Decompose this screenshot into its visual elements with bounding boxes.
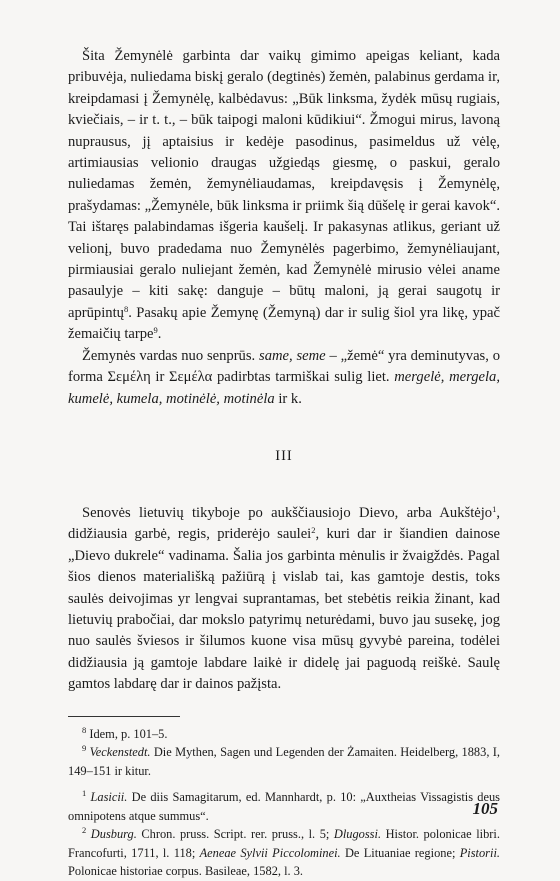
section-heading: III xyxy=(275,447,293,464)
footnote-ref-2: 2 xyxy=(311,525,316,536)
footnote-9: $^9$ Veckenstedt. Die Mythen, Sagen und Legenden der Żamaiten. Heidelberg, 1883, I, 149–151 ir kitur. xyxy=(68,743,500,778)
book-page xyxy=(68,46,500,881)
footnote-ref-9: 9 xyxy=(153,325,158,336)
footnote-ref-1: 1 xyxy=(492,503,497,514)
footnote-2: $^2$ Dusburg. Chron. pruss. Script. rer. pruss., l. 5; Dlugossi. Histor. polonicae libri. Francofurti, 1711, l. 118; Aeneae Sylvii Piccolominei. De Lituaniae regione; Pistorii. Polonicae historiae corpus. Basileae, 1582, l. 3. xyxy=(68,825,500,879)
footnote-8: $^8$ Idem, p. 101–5. xyxy=(82,724,168,741)
paragraph-name-etymology: Žemynės vardas nuo senprūs. same, seme – „žemė“ yra deminutyvas, o forma Σεμέλη ir Σεμέλα padirbtas tarmiškai sulig liet. mergelė, mergela, kumelė, kumela, motinėlė, motinėla ir k. xyxy=(68,347,500,407)
page-number: 105 xyxy=(472,799,498,818)
footnote-divider xyxy=(68,716,180,717)
footnote-1: $^1$ Lasicii. De diis Samagitarum, ed. Mannhardt, p. 10: „Auxtheias Vissagistis deus omnipotens atque summus“. xyxy=(68,788,500,823)
paragraph-zemynele-rites: Šita Žemynėlė garbinta dar vaikų gimimo apeigas keliant, kada pribuvėja, nuliedama biskį geralo (degtinės) žemėn, palabinus gerdama ir, kreipdamasi į Žemynėlę, kalbėdavus: „Būk linksma, žydėk mūsų rugiais, kviečiais, – ir t. t., – būk taipogi maloni kūdikiui“. Žmogui mirus, lavoną nuprausus, jį aptaisius ir kedėje pasodinus, pasimeldus už vėlę, artimiausias velionio draugas užgiedąs giesmę, o paskui, geralo nuliedamas žemėn, žemynėliaudamas, kreipdavęsis į Žemynėlę, prašydamas: „Žemynėle, būk linksma ir priimk šią dūšelę ir gerai kavok“. Tai ištaręs palabindamas išgeria kaušelį. Ir pakasynas atlikus, geriant už velionį, buvo pradedama nuo Žemynėlės pagerbimo, žemynėliaujant, pirmiausiai geralo nuliejant žemėn, kad Žemynėlė mirusio vėlei aname pasaulyje – kiti sakę: danguje – būtų maloni, ją gerai saugotų ir aprūpintų$^8$. Pasakų apie Žemynę (Žemyną) dar ir sulig šiol yra likę, ypač žemaičių tarpe$^9$. xyxy=(68,48,500,343)
footnote-ref-8: 8 xyxy=(123,303,129,314)
paragraph-sun-worship: Senovės lietuvių tikyboje po aukščiausiojo Dievo, arba Aukštėjo$^1$, didžiausia garbė, regis, priderėjo saulei$^2$, kuri dar ir šiandien dainose „Dievo dukrele“ vadinama. Šalia jos garbinta mėnulis ir žvaigždės. Pagal šios dienos materiališką pažiūrą į vislab tai, kas gamtoje destis, toks saulės deivojimas yr lengvai suprantamas, bet stebėtis reikia žinant, kad lietuvių prabočiai, dar mokslo patyrimų neturėdami, buvo jau susekę, jog nuo saulės šviesos ir šilumos kuone visa mūsų gyvybė pareina, todėlei didžiausia ją gamtoje labdare laikė ir didelę jai paguodą reiškė. Saulę gamtos labdarę dar ir dainos pažįsta. xyxy=(68,503,500,693)
